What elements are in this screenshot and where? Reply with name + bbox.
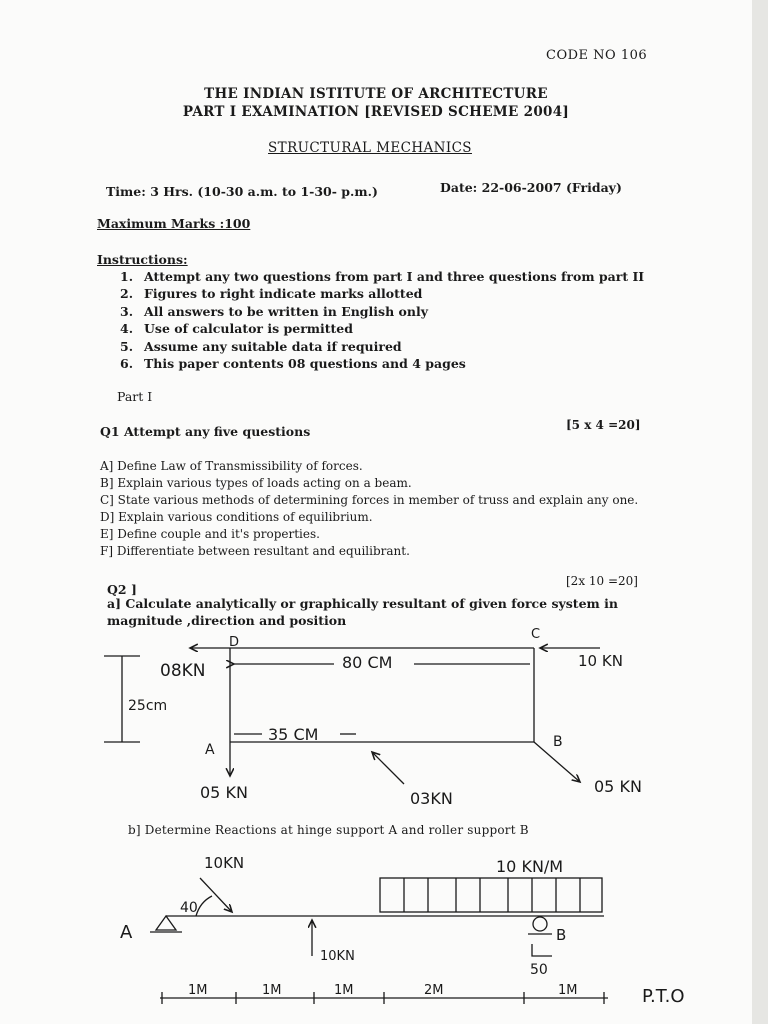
subject-title: STRUCTURAL MECHANICS <box>268 140 472 156</box>
force-mid-arrow <box>372 752 404 784</box>
q2a-text: a] Calculate analytically or graphically resultant of given force system in magnitude ,direction and position <box>107 596 618 628</box>
pto-label: P.T.O <box>642 986 685 1007</box>
q1-title: Q1 Attempt any five questions <box>100 424 311 439</box>
label-a: A <box>205 742 215 758</box>
label-b: B <box>553 734 563 750</box>
support-a-label: A <box>120 922 133 943</box>
beam-diagram <box>150 878 608 1004</box>
instruction-item: 4. Use of calculator is permitted <box>120 321 353 337</box>
part-label: Part I <box>117 389 153 404</box>
force-b-label: 05 KN <box>594 777 642 796</box>
force-c-label: 10 KN <box>578 652 623 670</box>
label-d: D <box>229 635 240 650</box>
dim-35-label: 35 CM <box>268 725 319 744</box>
span-label: 1M <box>334 983 354 998</box>
instruction-item: 1. Attempt any two questions from part I and three questions from part II <box>120 269 645 284</box>
span-label: 2M <box>424 983 444 998</box>
exam-title: PART I EXAMINATION [REVISED SCHEME 2004] <box>182 104 570 120</box>
span-label: 1M <box>558 983 578 998</box>
q1-item: C] State various methods of determining forces in member of truss and explain any one. <box>100 493 639 507</box>
q1-item: A] Define Law of Transmissibility of forces. <box>100 459 363 473</box>
roller-support-b <box>533 917 547 931</box>
dim-80-label: 80 CM <box>342 653 393 672</box>
max-marks: Maximum Marks :100 <box>97 216 251 231</box>
udl-box <box>380 878 602 912</box>
instruction-item: 3. All answers to be written in English only <box>120 303 428 319</box>
upward-load-label: 10KN <box>320 949 355 964</box>
force-mid-label: 03KN <box>410 789 453 808</box>
q1-item: D] Explain various conditions of equilibrium. <box>100 510 373 524</box>
span-label: 1M <box>262 983 282 998</box>
q1-item: B] Explain various types of loads acting on a beam. <box>100 476 412 490</box>
udl-label: 10 KN/M <box>496 857 564 876</box>
dim-25-label: 25cm <box>128 698 168 714</box>
instruction-item: 6. This paper contents 08 questions and 4 pages <box>120 356 466 372</box>
q1-item: F] Differentiate between resultant and equilibrant. <box>100 544 410 558</box>
point-load-label: 10KN <box>204 854 245 872</box>
institute-title: THE INDIAN ISTITUTE OF ARCHITECTURE <box>204 86 548 102</box>
code-number: CODE NO 106 <box>546 48 648 63</box>
q1-item: E] Define couple and it's properties. <box>100 527 320 541</box>
label-c: C <box>531 627 541 642</box>
support-b-label: B <box>556 926 567 944</box>
point-load-arrow <box>200 878 232 912</box>
angle-40-arc <box>196 896 212 916</box>
force-d-label: 08KN <box>160 661 206 681</box>
q1-marks: [5 x 4 =20] <box>566 418 641 432</box>
q2-marks: [2x 10 =20] <box>566 574 638 588</box>
instruction-item: 2. Figures to right indicate marks allotted <box>120 286 423 302</box>
angle-40-label: 40 <box>180 900 198 916</box>
span-label: 1M <box>188 983 208 998</box>
scan-edge <box>752 0 768 1024</box>
hinge-support-a <box>156 916 176 930</box>
exam-time: Time: 3 Hrs. (10-30 a.m. to 1-30- p.m.) <box>106 184 378 199</box>
instruction-item: 5. Assume any suitable data if required <box>120 338 402 354</box>
exam-date: Date: 22-06-2007 (Friday) <box>440 180 622 195</box>
angle-50-label: 50 <box>530 962 548 978</box>
q2b-text: b] Determine Reactions at hinge support A and roller support B <box>128 823 529 837</box>
q2-title: Q2 ] <box>107 582 137 597</box>
force-a-label: 05 KN <box>200 783 248 802</box>
instructions-heading: Instructions: <box>97 252 188 267</box>
